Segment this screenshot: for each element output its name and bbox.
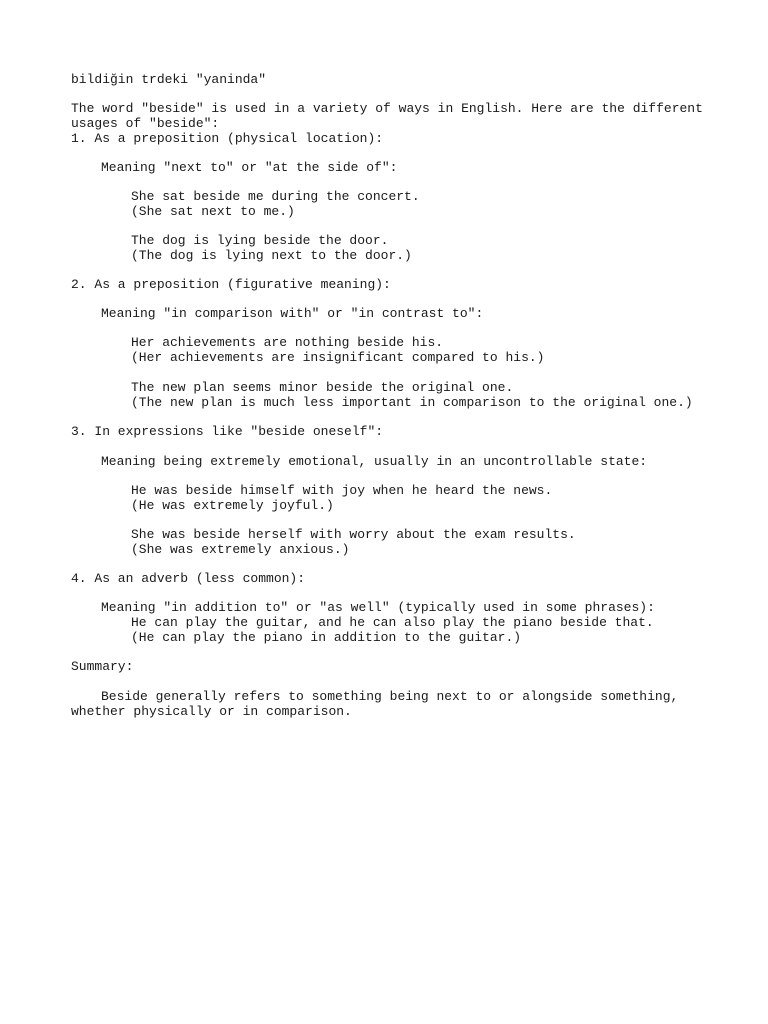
section-3-meaning: Meaning being extremely emotional, usually in an uncontrollable state: bbox=[101, 454, 648, 469]
section-3-heading: 3. In expressions like "beside oneself": bbox=[71, 424, 384, 439]
section-4-gloss-1: (He can play the piano in addition to the guitar.) bbox=[131, 630, 522, 645]
section-4-heading: 4. As an adverb (less common): bbox=[71, 571, 306, 586]
section-1-gloss-2: (The dog is lying next to the door.) bbox=[131, 248, 412, 263]
summary-line-2: whether physically or in comparison. bbox=[71, 704, 352, 719]
section-3-example-2: She was beside herself with worry about the exam results. bbox=[131, 527, 576, 542]
section-3-gloss-1: (He was extremely joyful.) bbox=[131, 498, 334, 513]
section-1-example-1: She sat beside me during the concert. bbox=[131, 189, 420, 204]
section-2-gloss-1: (Her achievements are insignificant compared to his.) bbox=[131, 350, 545, 365]
section-2-meaning: Meaning "in comparison with" or "in contrast to": bbox=[101, 306, 484, 321]
section-2-gloss-2: (The new plan is much less important in comparison to the original one.) bbox=[131, 395, 693, 410]
section-3-example-1: He was beside himself with joy when he heard the news. bbox=[131, 483, 553, 498]
section-4-meaning: Meaning "in addition to" or "as well" (typically used in some phrases): bbox=[101, 600, 655, 615]
section-1-example-2: The dog is lying beside the door. bbox=[131, 233, 389, 248]
section-2-example-2: The new plan seems minor beside the original one. bbox=[131, 380, 514, 395]
summary-heading: Summary: bbox=[71, 659, 134, 674]
section-2-heading: 2. As a preposition (figurative meaning): bbox=[71, 277, 391, 292]
section-4-example-1: He can play the guitar, and he can also play the piano beside that. bbox=[131, 615, 654, 630]
summary-line-1: Beside generally refers to something being next to or alongside something, bbox=[101, 689, 679, 704]
intro-line-2: usages of "beside": bbox=[71, 116, 220, 131]
section-2-example-1: Her achievements are nothing beside his. bbox=[131, 335, 444, 350]
document-title: bildiğin trdeki "yaninda" bbox=[71, 72, 267, 87]
intro-line-1: The word "beside" is used in a variety of ways in English. Here are the different bbox=[71, 101, 703, 116]
section-1-heading: 1. As a preposition (physical location): bbox=[71, 131, 384, 146]
section-1-meaning: Meaning "next to" or "at the side of": bbox=[101, 160, 398, 175]
section-3-gloss-2: (She was extremely anxious.) bbox=[131, 542, 350, 557]
section-1-gloss-1: (She sat next to me.) bbox=[131, 204, 295, 219]
